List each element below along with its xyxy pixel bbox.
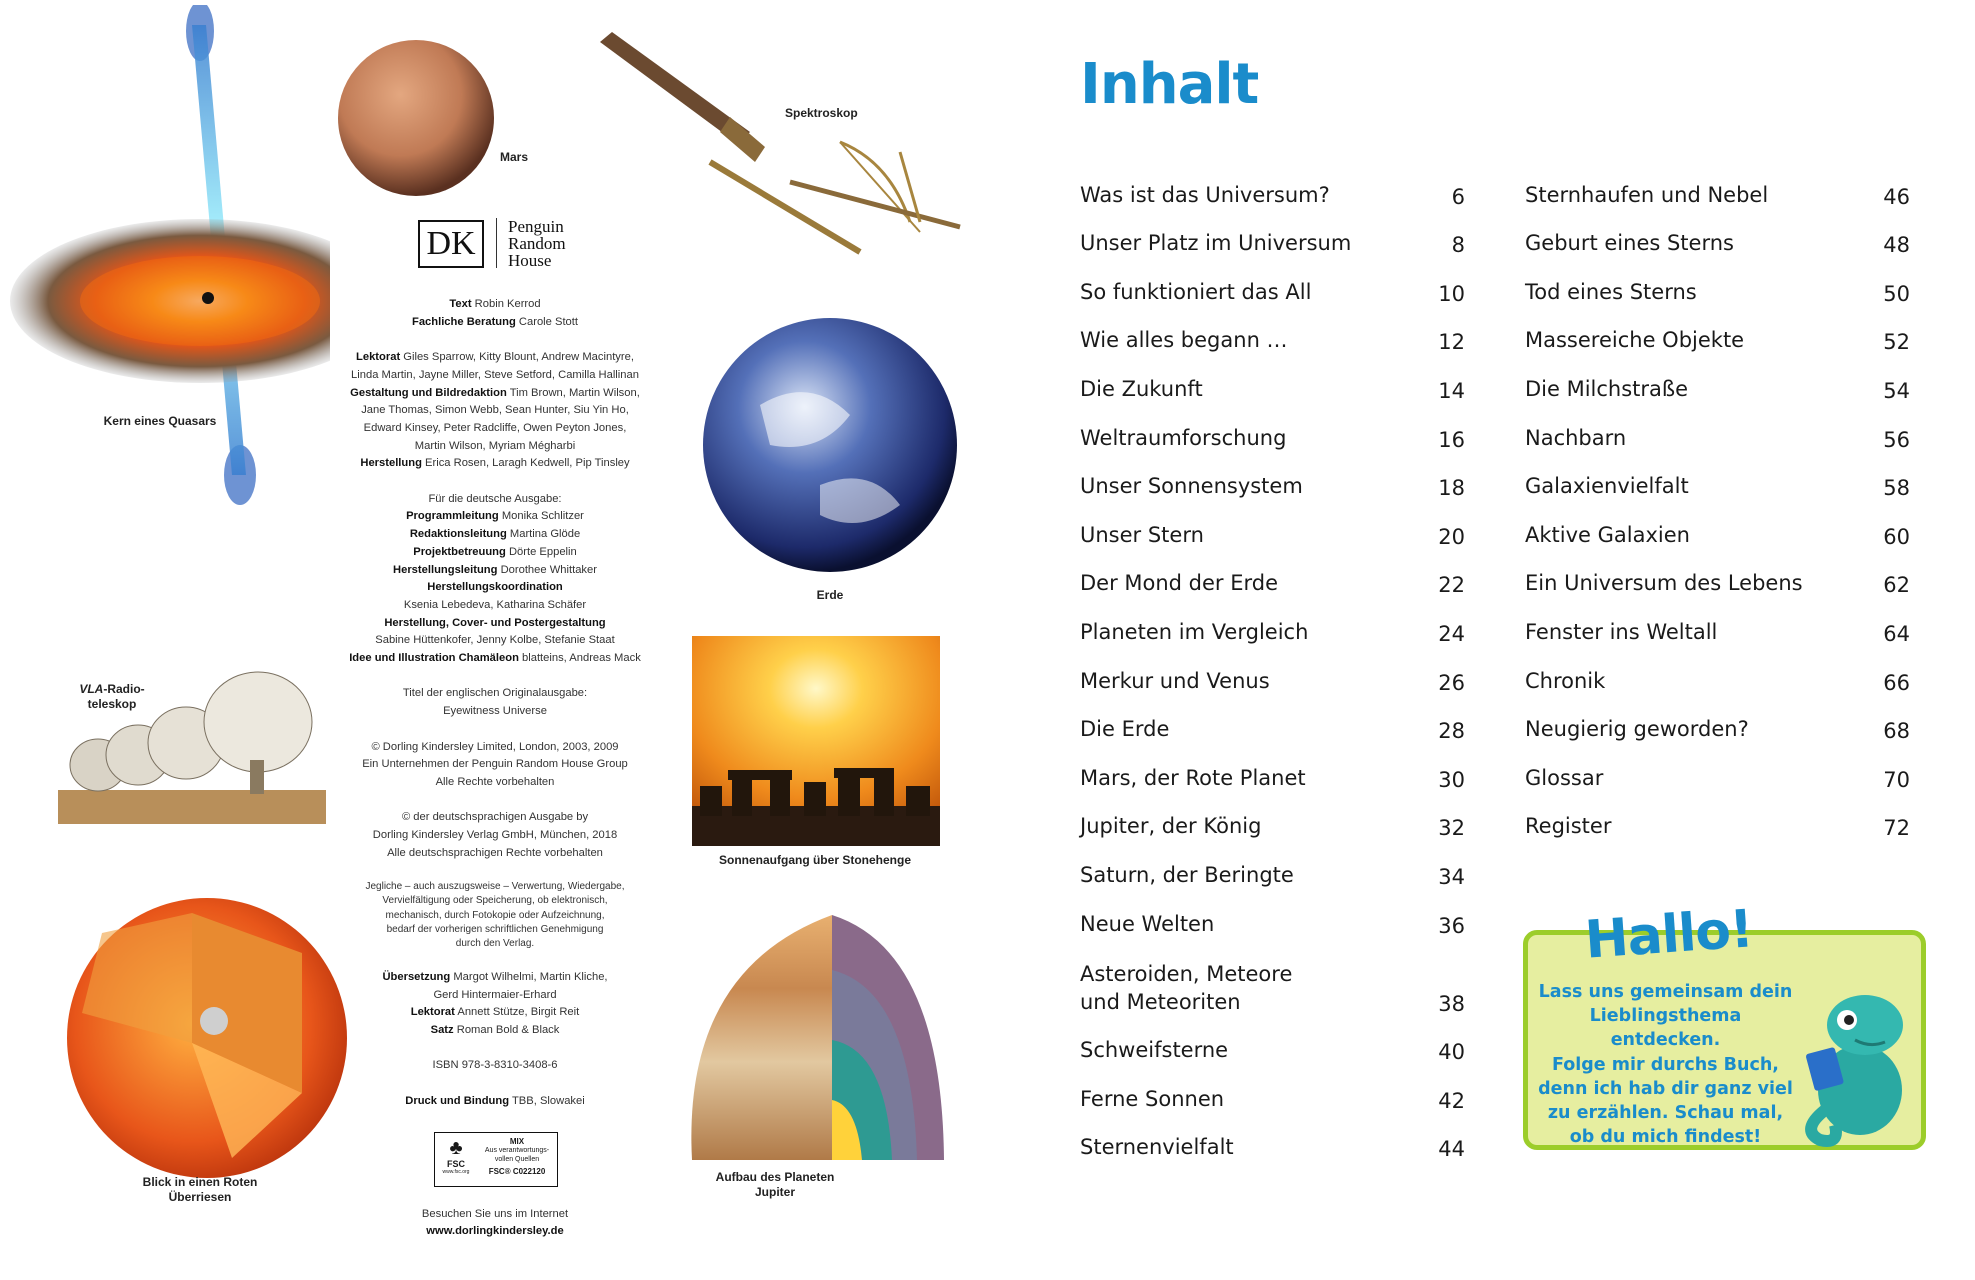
fsc-label [434, 1132, 558, 1187]
website-note: Besuchen Sie uns im Internet www.dorlingkindersley.de [421, 1208, 569, 1237]
stonehenge-photo [692, 636, 940, 846]
red-giant-illustration [62, 893, 352, 1183]
logo-divider [496, 218, 497, 268]
toc-item[interactable]: Massereiche Objekte 52 [1525, 328, 1910, 355]
fsc-logo: ♣ FSC www.fsc.org [439, 1137, 473, 1175]
toc-item[interactable]: Tod eines Sterns 50 [1525, 279, 1910, 306]
spectroscope-illustration [590, 22, 970, 262]
toc-item[interactable]: Sternhaufen und Nebel 46 [1525, 182, 1910, 209]
prh-name: Penguin Random House [508, 217, 566, 270]
hallo-title: Hallo! [1583, 899, 1755, 971]
quasar-illustration [0, 5, 330, 505]
toc-title: Inhalt [1080, 52, 1259, 117]
caption-stonehenge: Sonnenaufgang über Stonehenge [718, 853, 911, 867]
toc-item[interactable]: Saturn, der Beringte 34 [1080, 862, 1465, 889]
imprint-credits: Text Robin Kerrod Fachliche Beratung Carole Stott Lektorat Giles Sparrow, Kitty Blount, Andrew Macintyre, Linda Martin, Jayne Miller, Steve Setford, Camilla Hallinan Gestaltung und Bildredaktion Tim Brown, Martin Wilson, Jane Thomas, Simon Webb, Sean Hunter, Siu Yin Ho, Edward Kinsey, Peter Radcliffe, Owen Peyton Jones, Martin Wilson, Myriam Mégharbi Herstellung Erica Rosen, Laragh Kedwell, Pip Tinsley Für die deutsche Ausgabe: Programmleitung Monika Schlitzer Redaktionsleitung Martina Glöde Projektbetreuung Dörte Eppelin Herstellungsleitung Dorothee Whittaker Herstellungskoordination Ksenia Lebedeva, Katharina Schäfer Herstellung, Cover- und Postergestaltung Sabine Hüttenkofer, Jenny Kolbe, Stefanie Staat Idee und Illustration Chamäleon blatteins, Andreas Mack Titel der englischen Originalausgabe: Eyewitness Universe © Dorling Kindersley Limited, London, 2003, 2009 Ein Unternehmen der Penguin Random House Group Alle Rechte vorbehalten © der deutschsprachigen Ausgabe by Dorling Kindersley Verlag GmbH, München, 2018 Alle deutschsprachigen Rechte vorbehalten Jegliche – auch auszugsweise – Verwertung, Wiedergabe, Vervielfältigung oder Speicherung, ob elektronisch, mechanisch, durch Fotokopie oder Aufzeichnung, bedarf der vorherigen schriftlichen Genehmigung durch den Verlag. Übersetzung Margot Wilhelmi, Martin Kliche, Gerd Hintermaier-Erhard Lektorat Annett Stütze, Birgit Reit Satz Roman Bold & Black ISBN 978-3-8310-3408-6 Druck und Bindung TBB, Slowakei [349, 298, 641, 1107]
toc-item[interactable]: Aktive Galaxien 60 [1525, 522, 1910, 549]
toc-item[interactable]: Nachbarn 56 [1525, 425, 1910, 452]
toc-item[interactable]: Ein Universum des Lebens 62 [1525, 571, 1910, 598]
toc-column-1 [1080, 160, 1465, 1161]
toc-item[interactable]: Unser Stern 20 [1080, 522, 1465, 549]
caption-jupiter: Aufbau des Planeten Jupiter [715, 1170, 835, 1199]
toc-item[interactable]: Mars, der Rote Planet 30 [1080, 765, 1465, 792]
toc-item[interactable]: Weltraumforschung 16 [1080, 425, 1465, 452]
toc-item[interactable]: Der Mond der Erde 22 [1080, 571, 1465, 598]
caption-red-giant: Blick in einen Roten Überriesen [142, 1175, 258, 1204]
toc-item[interactable]: Unser Platz im Universum 8 [1080, 231, 1465, 258]
caption-earth: Erde [816, 588, 844, 602]
caption-vla: VLA-Radio- teleskop [79, 682, 145, 711]
toc-item[interactable]: Geburt eines Sterns 48 [1525, 231, 1910, 258]
earth-illustration [700, 315, 960, 575]
toc-item[interactable]: Asteroiden, Meteore und Meteoriten 38 [1080, 961, 1465, 1016]
toc-item[interactable]: Planeten im Vergleich 24 [1080, 619, 1465, 646]
caption-spectroscope: Spektroskop [785, 106, 858, 120]
dk-logo: DK [418, 220, 484, 268]
toc-item[interactable]: Schweifsterne 40 [1080, 1038, 1465, 1065]
toc-item[interactable]: Fenster ins Weltall 64 [1525, 619, 1910, 646]
toc-item[interactable]: Was ist das Universum? 6 [1080, 182, 1465, 209]
toc-item[interactable]: Merkur und Venus 26 [1080, 668, 1465, 695]
toc-item[interactable]: Die Zukunft 14 [1080, 376, 1465, 403]
caption-quasar: Kern eines Quasars [103, 414, 217, 428]
toc-item[interactable]: Sternenvielfalt 44 [1080, 1135, 1465, 1162]
fsc-text: MIX Aus verantwortungs- vollen Quellen FSC® C022120 [484, 1137, 550, 1176]
mars-illustration [326, 38, 506, 198]
toc-item[interactable]: Wie alles begann … 12 [1080, 328, 1465, 355]
publisher-logo [418, 218, 593, 270]
toc-item[interactable]: Neue Welten 36 [1080, 911, 1465, 938]
toc-item[interactable]: Neugierig geworden? 68 [1525, 717, 1910, 744]
chameleon-mascot [1785, 980, 1925, 1150]
tree-icon: ♣ [449, 1137, 463, 1159]
toc-item[interactable]: Chronik 66 [1525, 668, 1910, 695]
toc-column-2 [1525, 160, 1910, 840]
toc-item[interactable]: Glossar 70 [1525, 765, 1910, 792]
toc-item[interactable]: Ferne Sonnen 42 [1080, 1086, 1465, 1113]
caption-mars: Mars [500, 150, 529, 164]
toc-item[interactable]: Unser Sonnensystem 18 [1080, 474, 1465, 501]
toc-item[interactable]: Jupiter, der König 32 [1080, 814, 1465, 841]
toc-item[interactable]: Register 72 [1525, 814, 1910, 841]
toc-item[interactable]: Galaxienvielfalt 58 [1525, 474, 1910, 501]
toc-item[interactable]: So funktioniert das All 10 [1080, 279, 1465, 306]
toc-item[interactable]: Die Milchstraße 54 [1525, 376, 1910, 403]
hallo-text: Lass uns gemeinsam dein Lieblingsthema entdecken. Folge mir durchs Buch, denn ich hab dir ganz viel zu erzählen. Schau mal, ob du mich findest! [1538, 982, 1793, 1148]
toc-item[interactable]: Die Erde 28 [1080, 717, 1465, 744]
jupiter-illustration [682, 910, 952, 1170]
